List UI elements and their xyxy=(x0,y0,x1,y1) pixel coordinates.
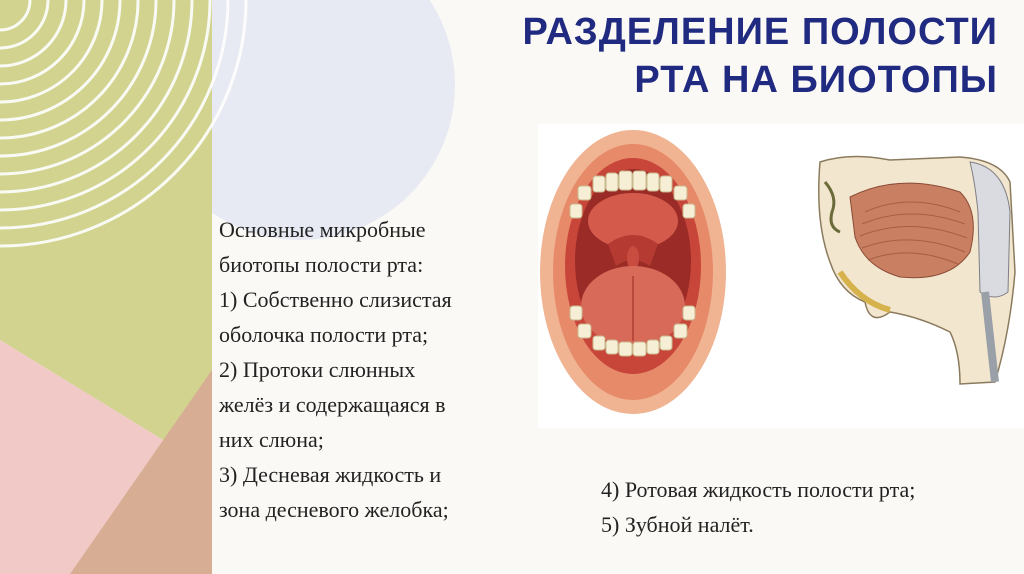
mouth-cross-section-illustration xyxy=(810,152,1024,387)
slide-title-line2: РТА НА БИОТОПЫ xyxy=(634,59,998,101)
slide-title-line1: РАЗДЕЛЕНИЕ ПОЛОСТИ xyxy=(522,11,998,53)
list-item-4: 4) Ротовая жидкость полости рта; xyxy=(601,477,916,502)
biotopes-list xyxy=(219,212,549,527)
illustration-panel xyxy=(538,124,1024,428)
slide-title xyxy=(378,8,998,104)
intro-line: биотопы полости рта: xyxy=(219,252,424,277)
open-mouth-illustration xyxy=(538,126,728,426)
biotopes-list-continued xyxy=(601,472,915,542)
list-item-2: желёз и содержащаяся в xyxy=(219,392,446,417)
list-item-1: 1) Собственно слизистая xyxy=(219,287,452,312)
intro-line: Основные микробные xyxy=(219,217,426,242)
list-item-3: зона десневого желобка; xyxy=(219,497,449,522)
list-item-2: 2) Протоки слюнных xyxy=(219,357,416,382)
list-item-3: 3) Десневая жидкость и xyxy=(219,462,442,487)
list-item-5: 5) Зубной налёт. xyxy=(601,512,754,537)
list-item-2: них слюна; xyxy=(219,427,324,452)
list-item-1: оболочка полости рта; xyxy=(219,322,429,347)
